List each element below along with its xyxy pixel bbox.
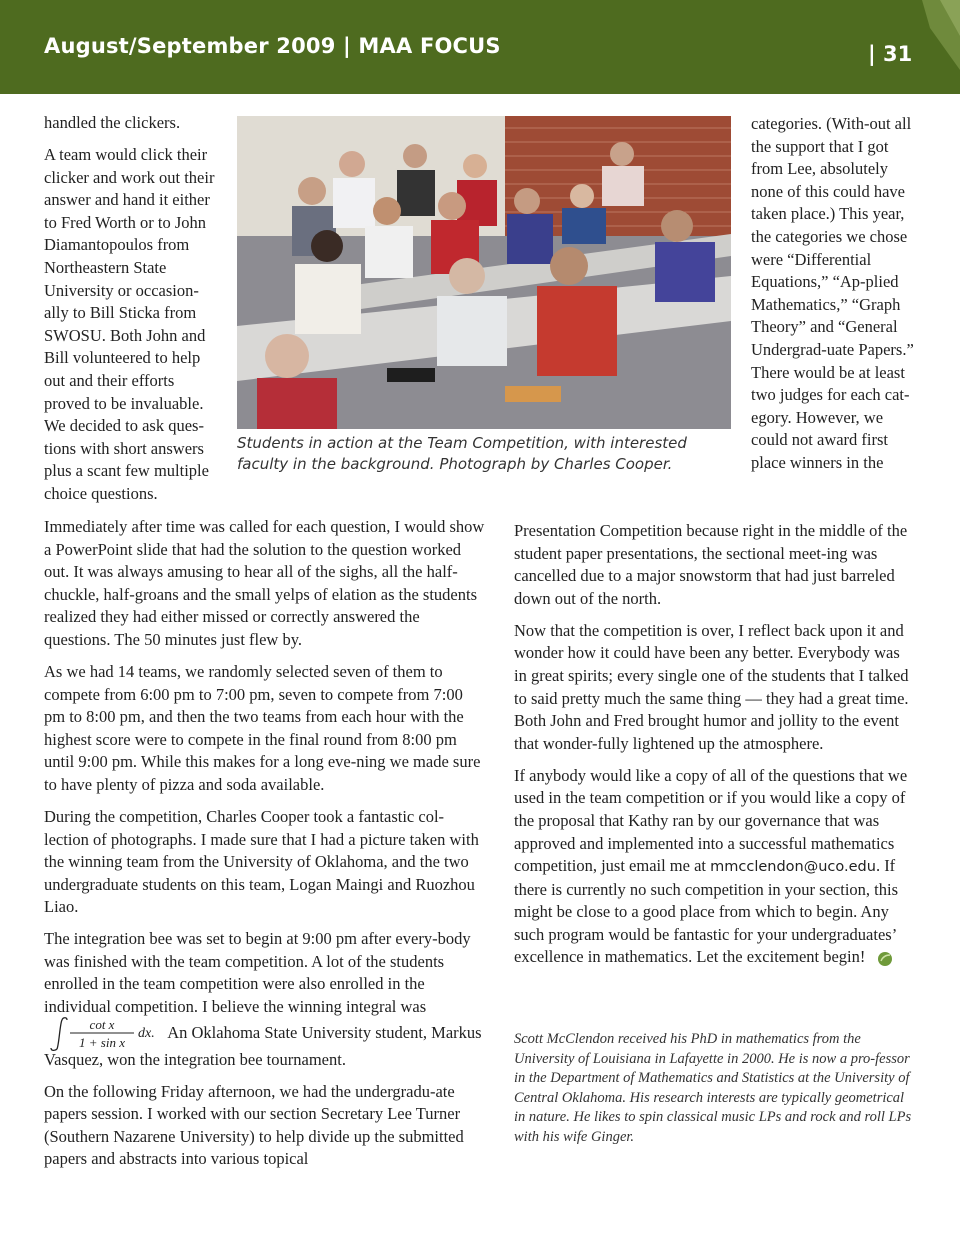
page-header: [0, 0, 960, 94]
paragraph: A team would click their clicker and work out their answer and hand it either to Fred Worth or to John Diamantopoulos from Northeastern State University or occasion-ally to Bill Sticka from SWOSU. Both John and Bill volunteered to help out and their efforts proved to be invaluable. We decided to ask ques-tions with short answers plus a scant few multiple choice questions.: [44, 144, 215, 503]
paragraph: handled the clickers.: [44, 113, 181, 132]
left-narrow-column: [44, 112, 222, 515]
author-bio: Scott McClendon received his PhD in mathematics from the University of Louisiana in Lafayette in 2000. He is now a pro-fessor in the Department of Mathematics and Statistics at the University of Central Oklahoma. His research interests are typically geometrical in nature. He likes to spin classical music LPs and rock and roll LPs with his wife Ginger.: [514, 1031, 912, 1145]
right-narrow-column: [751, 113, 919, 484]
paragraph: On the following Friday afternoon, we had the undergradu-ate papers session. I worked with our section Secretary Lee Turner (Southern Nazarene University) to help divide up the submitted papers and abstracts into various topical: [44, 1081, 464, 1169]
paragraph: During the competition, Charles Cooper took a fantastic col-lection of photographs. I made sure that I had a picture taken with the winning team from the University of Oklahoma, and the two undergraduate students on this team, Logan Maingi and Ruozhou Liao.: [44, 806, 479, 917]
corner-ornament-icon: [890, 0, 960, 94]
integral-numerator: cot x: [89, 1016, 115, 1032]
paragraph: Now that the competition is over, I reflect back upon it and wonder how it could have been any better. Everybody was in great spirits; every single one of the students that I talked to said pretty much the same thing — they had a great time. Both John and Fred brought humor and jollity to the event that wonder-fully lightened up the atmosphere.: [514, 620, 909, 753]
left-main-column: [44, 516, 486, 1180]
paragraph: categories. (With-out all the support that I got from Lee, absolutely none of this could have taken place.) This year, the categories we chose were “Differential Equations,” “Ap-plied Mathematics,” “Graph Theory” and “General Undergrad-uate Papers.” There would be at least two judges for each cat-egory. However, we could not award first place winners in the: [751, 114, 914, 472]
leaf-end-mark-icon: [876, 950, 894, 968]
issue-title: August/September 2009 | MAA FOCUS: [44, 34, 501, 58]
email-link[interactable]: mmcclendon@uco.edu: [710, 859, 876, 876]
paragraph: [514, 765, 914, 969]
paragraph: As we had 14 teams, we randomly selected seven of them to compete from 6:00 pm to 7:00 pm, seven to compete from 7:00 pm to 8:00 pm, and then the two teams from each hour with the highest score were to compete in the final round from 8:00 pm until 9:00 pm. While this makes for a long eve-ning we made sure to have plenty of pizza and soda available.: [44, 661, 481, 794]
paragraph-text: The integration bee was set to begin at 9:00 pm after every-body was finished with the team competition. A lot of the students enrolled in the team competition were also enrolled in the individual competition. I believe the winning integral was: [44, 929, 471, 1017]
right-main-column: [514, 520, 914, 978]
page-number: | 31: [868, 42, 913, 66]
photo-caption: Students in action at the Team Competition, with interested faculty in the background. Photograph by Charles Cooper.: [237, 434, 687, 473]
classroom-photo-icon: [237, 116, 731, 429]
paragraph: [44, 928, 486, 1071]
classroom-photo: [237, 116, 731, 429]
integral-sign-icon: [48, 1015, 160, 1053]
integral-formula: [48, 1016, 160, 1050]
integral-denominator: 1 + sin x: [79, 1034, 125, 1050]
paragraph-text: . If there is currently no such competition in your section, this might be close to a good place from which to begin. Any such program would be fantastic for your undergraduates’ excellence in mathematics. Let the excitement begin!: [514, 856, 899, 967]
paragraph: Presentation Competition because right in the middle of the student paper presentations, the sectional meet-ing was cancelled due to a major snowstorm that had just barreled down out of the north.: [514, 521, 908, 608]
paragraph-text: An Oklahoma State University student, Markus Vasquez, won the integration bee tournament.: [44, 1022, 482, 1069]
paragraph-text: If anybody would like a copy of all of the questions that we used in the team competition or if you would like a copy of the proposal that Kathy ran by our governance that was approved and implemented into a successful mathematics competition, just email me at: [514, 765, 908, 876]
paragraph: Immediately after time was called for each question, I would show a PowerPoint slide that had the solution to the question worked out. It was always amusing to hear all of the sighs, all the half-chuckle, half-groans and the small yelps of elation as the students realized they had either missed or correctly answered the questions. The 50 minutes just flew by.: [44, 517, 485, 649]
integral-differential: dx.: [138, 1025, 155, 1041]
